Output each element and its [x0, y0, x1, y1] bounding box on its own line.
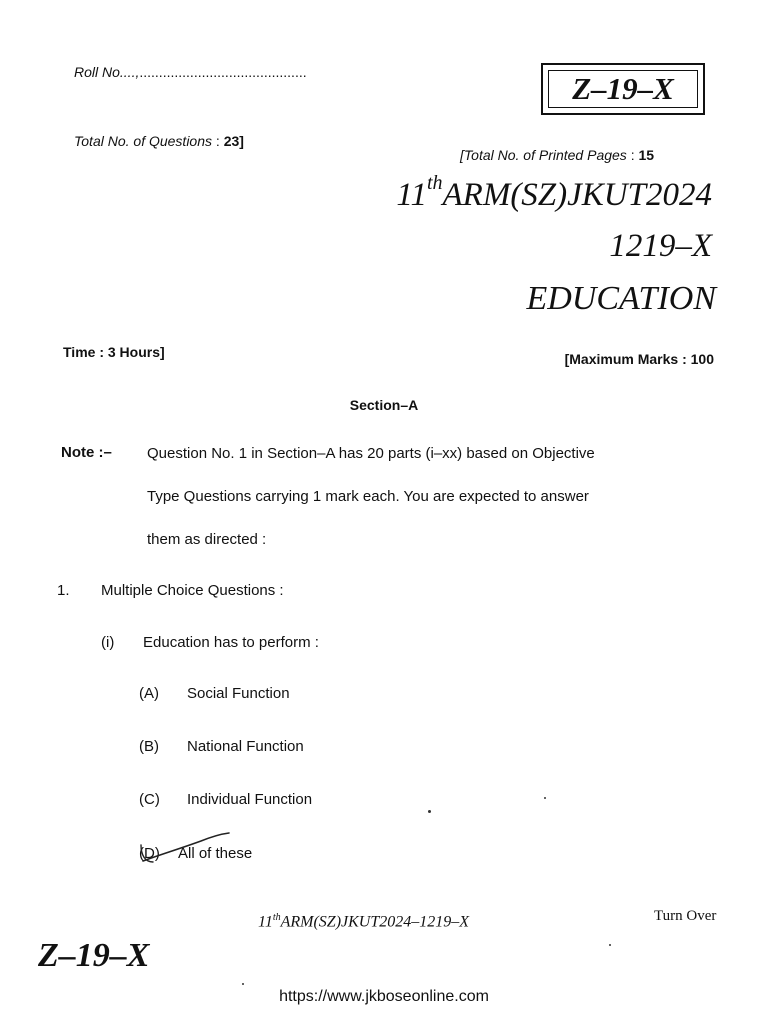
- subject-title: EDUCATION: [526, 280, 716, 317]
- maximum-marks: [Maximum Marks : 100: [564, 351, 714, 367]
- paper-code: Z–19–X: [548, 70, 698, 108]
- total-questions-label: Total No. of Questions: [74, 133, 213, 149]
- option-text: Individual Function: [187, 791, 313, 808]
- printed-pages-value: 15: [638, 147, 655, 163]
- source-url: https://www.jkboseonline.com: [279, 988, 489, 1005]
- option-letter: (C): [139, 791, 160, 808]
- footer-code-rest: ARM(SZ)JKUT2024–1219–X: [280, 913, 470, 931]
- note-line: Question No. 1 in Section–A has 20 parts (i–xx) based on Objective: [147, 445, 595, 462]
- option-text: Social Function: [187, 685, 290, 702]
- footer-code-sup: th: [272, 912, 281, 923]
- note-line: Type Questions carrying 1 mark each. You are expected to answer: [147, 488, 589, 505]
- total-questions-value: 23]: [223, 133, 244, 149]
- printed-pages-separator: :: [626, 147, 639, 163]
- question-text: Multiple Choice Questions :: [101, 582, 284, 599]
- footer-paper-code: [258, 912, 469, 931]
- exam-title-sup: th: [426, 172, 443, 194]
- section-heading: Section–A: [349, 397, 419, 413]
- paper-code-box: [541, 63, 705, 115]
- option-text: All of these: [178, 845, 253, 862]
- time-allowed: Time : 3 Hours]: [63, 344, 165, 360]
- option-letter: (D): [139, 845, 160, 862]
- printed-pages: [460, 147, 654, 163]
- footer-code-prefix: 11: [258, 913, 273, 931]
- option-letter: (B): [139, 738, 159, 755]
- option-text: National Function: [187, 738, 304, 755]
- note-line: them as directed :: [147, 531, 267, 548]
- bottom-paper-code: Z–19–X: [38, 937, 150, 974]
- question-number: 1.: [57, 582, 70, 599]
- exam-title-prefix: 11: [396, 177, 427, 213]
- turn-over: Turn Over: [654, 908, 717, 924]
- scan-speck: [428, 810, 431, 813]
- exam-title-rest: ARM(SZ)JKUT2024: [442, 177, 712, 213]
- subquestion-number: (i): [101, 634, 115, 651]
- printed-pages-label: [Total No. of Printed Pages: [460, 147, 627, 163]
- handwritten-strike-mark: [139, 831, 234, 865]
- paper-number: 1219–X: [609, 228, 712, 264]
- roll-number-label: Roll No....,: [74, 64, 140, 80]
- scan-speck: [609, 944, 611, 946]
- note-label: Note :–: [61, 444, 112, 461]
- subquestion-text: Education has to perform :: [143, 634, 319, 651]
- exam-title: [396, 172, 712, 214]
- roll-number-line: [74, 64, 307, 80]
- scan-speck: [544, 797, 546, 799]
- roll-number-dots: ...........................................: [139, 64, 307, 80]
- option-letter: (A): [139, 685, 159, 702]
- total-questions: [74, 133, 244, 149]
- total-questions-separator: :: [212, 133, 224, 149]
- scan-speck: [242, 983, 244, 985]
